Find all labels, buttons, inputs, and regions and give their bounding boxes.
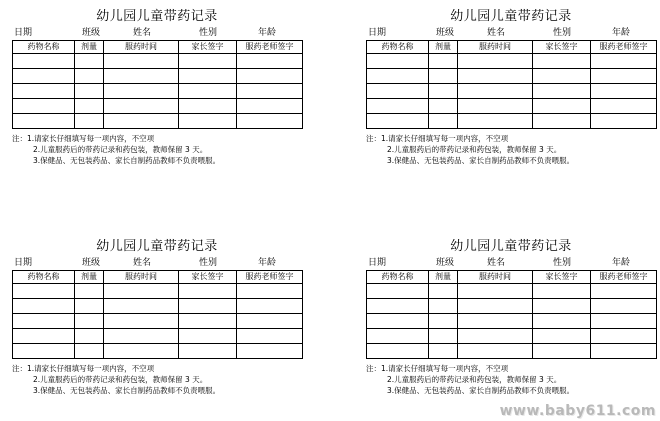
column-header-dosage: 剂量 bbox=[429, 271, 458, 284]
table-cell[interactable] bbox=[458, 84, 533, 99]
note-item-3: 3.保健品、无包装药品、家长自制药品教师不负责喂服。 bbox=[387, 386, 575, 395]
table-row bbox=[367, 84, 657, 99]
column-header-medicine-name: 药物名称 bbox=[367, 271, 429, 284]
table-cell[interactable] bbox=[533, 114, 591, 129]
table-cell[interactable] bbox=[75, 329, 104, 344]
table-cell[interactable] bbox=[104, 84, 179, 99]
table-cell[interactable] bbox=[458, 299, 533, 314]
table-row bbox=[13, 329, 303, 344]
table-cell[interactable] bbox=[104, 54, 179, 69]
note-item-2: 2.儿童服药后的带药记录和药包装，教师保留 3 天。 bbox=[33, 375, 208, 384]
table-row bbox=[13, 314, 303, 329]
medicine-table bbox=[366, 270, 657, 359]
table-cell[interactable] bbox=[13, 114, 75, 129]
notes bbox=[12, 133, 302, 166]
table-cell[interactable] bbox=[179, 114, 237, 129]
table-cell[interactable] bbox=[429, 84, 458, 99]
table-cell[interactable] bbox=[429, 114, 458, 129]
table-cell[interactable] bbox=[237, 99, 303, 114]
info-row bbox=[12, 256, 302, 270]
table-cell[interactable] bbox=[367, 54, 429, 69]
table-cell[interactable] bbox=[13, 69, 75, 84]
table-cell[interactable] bbox=[104, 114, 179, 129]
table-cell[interactable] bbox=[75, 114, 104, 129]
column-header-dosage: 剂量 bbox=[75, 271, 104, 284]
table-cell[interactable] bbox=[591, 114, 657, 129]
table-cell[interactable] bbox=[533, 299, 591, 314]
column-header-medicine-name: 药物名称 bbox=[13, 271, 75, 284]
table-cell[interactable] bbox=[458, 329, 533, 344]
table-cell[interactable] bbox=[13, 99, 75, 114]
table-cell[interactable] bbox=[591, 344, 657, 359]
medicine-table bbox=[12, 270, 303, 359]
age-label: 年龄 bbox=[612, 28, 631, 38]
note-item-3: 3.保健品、无包装药品、家长自制药品教师不负责喂服。 bbox=[33, 156, 221, 165]
column-header-parent-signature: 家长签字 bbox=[533, 271, 591, 284]
table-cell[interactable] bbox=[429, 314, 458, 329]
table-row bbox=[13, 69, 303, 84]
column-header-teacher-signature: 服药老师签字 bbox=[237, 41, 303, 54]
table-cell[interactable] bbox=[533, 314, 591, 329]
table-cell[interactable] bbox=[179, 54, 237, 69]
table-cell[interactable] bbox=[591, 284, 657, 299]
table-cell[interactable] bbox=[591, 54, 657, 69]
table-row bbox=[367, 314, 657, 329]
table-cell[interactable] bbox=[367, 299, 429, 314]
table-cell[interactable] bbox=[179, 314, 237, 329]
table-cell[interactable] bbox=[533, 84, 591, 99]
column-header-time: 服药时间 bbox=[458, 271, 533, 284]
table-cell[interactable] bbox=[75, 54, 104, 69]
column-header-parent-signature: 家长签字 bbox=[179, 41, 237, 54]
table-cell[interactable] bbox=[237, 314, 303, 329]
table-cell[interactable] bbox=[458, 54, 533, 69]
table-row bbox=[367, 284, 657, 299]
column-header-medicine-name: 药物名称 bbox=[367, 41, 429, 54]
table-cell[interactable] bbox=[458, 99, 533, 114]
info-row bbox=[366, 256, 656, 270]
gender-label: 性别 bbox=[553, 28, 572, 38]
notes-prefix: 注： bbox=[12, 134, 27, 143]
column-header-time: 服药时间 bbox=[104, 41, 179, 54]
table-cell[interactable] bbox=[75, 284, 104, 299]
table-cell[interactable] bbox=[104, 284, 179, 299]
note-item-3: 3.保健品、无包装药品、家长自制药品教师不负责喂服。 bbox=[33, 386, 221, 395]
medicine-table bbox=[12, 40, 303, 129]
age-label: 年龄 bbox=[258, 28, 277, 38]
table-row bbox=[367, 329, 657, 344]
column-header-parent-signature: 家长签字 bbox=[179, 271, 237, 284]
column-header-dosage: 剂量 bbox=[429, 41, 458, 54]
table-cell[interactable] bbox=[179, 329, 237, 344]
table-header-row bbox=[367, 271, 657, 284]
table-cell[interactable] bbox=[13, 344, 75, 359]
table-cell[interactable] bbox=[429, 284, 458, 299]
table-cell[interactable] bbox=[458, 284, 533, 299]
table-cell[interactable] bbox=[237, 54, 303, 69]
class-label: 班级 bbox=[82, 28, 101, 38]
table-cell[interactable] bbox=[13, 84, 75, 99]
table-cell[interactable] bbox=[104, 69, 179, 84]
form-title: 幼儿园儿童带药记录 bbox=[96, 239, 218, 254]
column-header-time: 服药时间 bbox=[104, 271, 179, 284]
table-cell[interactable] bbox=[429, 69, 458, 84]
table-row bbox=[13, 299, 303, 314]
note-item-3: 3.保健品、无包装药品、家长自制药品教师不负责喂服。 bbox=[387, 156, 575, 165]
notes-prefix: 注： bbox=[12, 364, 27, 373]
table-cell[interactable] bbox=[104, 314, 179, 329]
table-row bbox=[13, 344, 303, 359]
gender-label: 性别 bbox=[199, 258, 218, 268]
table-cell[interactable] bbox=[237, 299, 303, 314]
class-label: 班级 bbox=[436, 28, 455, 38]
table-cell[interactable] bbox=[75, 84, 104, 99]
medicine-record-form-2 bbox=[366, 8, 656, 166]
table-cell[interactable] bbox=[13, 284, 75, 299]
gender-label: 性别 bbox=[199, 28, 218, 38]
note-item-1: 1.请家长仔细填写每一项内容，不空项 bbox=[27, 364, 155, 373]
column-header-time: 服药时间 bbox=[458, 41, 533, 54]
table-cell[interactable] bbox=[237, 84, 303, 99]
table-cell[interactable] bbox=[367, 99, 429, 114]
table-cell[interactable] bbox=[179, 84, 237, 99]
form-title: 幼儿园儿童带药记录 bbox=[450, 239, 572, 254]
table-cell[interactable] bbox=[458, 69, 533, 84]
medicine-table bbox=[366, 40, 657, 129]
table-row bbox=[13, 54, 303, 69]
table-cell[interactable] bbox=[104, 329, 179, 344]
column-header-medicine-name: 药物名称 bbox=[13, 41, 75, 54]
column-header-dosage: 剂量 bbox=[75, 41, 104, 54]
table-cell[interactable] bbox=[237, 114, 303, 129]
note-item-2: 2.儿童服药后的带药记录和药包装，教师保留 3 天。 bbox=[387, 145, 562, 154]
column-header-teacher-signature: 服药老师签字 bbox=[237, 271, 303, 284]
table-cell[interactable] bbox=[104, 99, 179, 114]
table-cell[interactable] bbox=[237, 329, 303, 344]
info-row bbox=[366, 26, 656, 40]
table-cell[interactable] bbox=[237, 69, 303, 84]
table-cell[interactable] bbox=[591, 84, 657, 99]
notes-prefix: 注： bbox=[366, 364, 381, 373]
name-label: 姓名 bbox=[133, 258, 152, 268]
form-title: 幼儿园儿童带药记录 bbox=[96, 9, 218, 24]
table-cell[interactable] bbox=[429, 299, 458, 314]
note-item-1: 1.请家长仔细填写每一项内容，不空项 bbox=[27, 134, 155, 143]
table-cell[interactable] bbox=[591, 299, 657, 314]
table-cell[interactable] bbox=[75, 299, 104, 314]
table-cell[interactable] bbox=[367, 344, 429, 359]
table-cell[interactable] bbox=[13, 314, 75, 329]
table-cell[interactable] bbox=[367, 69, 429, 84]
table-cell[interactable] bbox=[179, 99, 237, 114]
medicine-record-form-4 bbox=[366, 238, 656, 396]
gender-label: 性别 bbox=[553, 258, 572, 268]
note-item-2: 2.儿童服药后的带药记录和药包装，教师保留 3 天。 bbox=[387, 375, 562, 384]
table-cell[interactable] bbox=[13, 299, 75, 314]
table-cell[interactable] bbox=[533, 344, 591, 359]
table-row bbox=[367, 299, 657, 314]
table-cell[interactable] bbox=[367, 284, 429, 299]
table-cell[interactable] bbox=[458, 314, 533, 329]
note-item-2: 2.儿童服药后的带药记录和药包装，教师保留 3 天。 bbox=[33, 145, 208, 154]
table-cell[interactable] bbox=[104, 299, 179, 314]
name-label: 姓名 bbox=[133, 28, 152, 38]
age-label: 年龄 bbox=[258, 258, 277, 268]
table-cell[interactable] bbox=[591, 329, 657, 344]
table-cell[interactable] bbox=[367, 329, 429, 344]
note-item-1: 1.请家长仔细填写每一项内容，不空项 bbox=[381, 364, 509, 373]
table-row bbox=[367, 54, 657, 69]
table-header-row bbox=[13, 271, 303, 284]
class-label: 班级 bbox=[82, 258, 101, 268]
table-cell[interactable] bbox=[429, 54, 458, 69]
name-label: 姓名 bbox=[487, 28, 506, 38]
notes-prefix: 注： bbox=[366, 134, 381, 143]
table-cell[interactable] bbox=[533, 54, 591, 69]
table-row bbox=[13, 99, 303, 114]
table-cell[interactable] bbox=[75, 99, 104, 114]
table-header-row bbox=[13, 41, 303, 54]
medicine-record-form-1 bbox=[12, 8, 302, 166]
table-cell[interactable] bbox=[429, 99, 458, 114]
table-cell[interactable] bbox=[367, 84, 429, 99]
table-header-row bbox=[367, 41, 657, 54]
table-cell[interactable] bbox=[591, 314, 657, 329]
table-cell[interactable] bbox=[591, 69, 657, 84]
class-label: 班级 bbox=[436, 258, 455, 268]
date-label: 日期 bbox=[368, 258, 387, 268]
table-cell[interactable] bbox=[75, 69, 104, 84]
table-cell[interactable] bbox=[104, 344, 179, 359]
table-cell[interactable] bbox=[237, 284, 303, 299]
table-cell[interactable] bbox=[13, 329, 75, 344]
column-header-parent-signature: 家长签字 bbox=[533, 41, 591, 54]
table-row bbox=[13, 284, 303, 299]
table-row bbox=[367, 344, 657, 359]
table-row bbox=[13, 84, 303, 99]
table-cell[interactable] bbox=[591, 99, 657, 114]
table-cell[interactable] bbox=[179, 69, 237, 84]
table-cell[interactable] bbox=[367, 114, 429, 129]
table-cell[interactable] bbox=[179, 284, 237, 299]
notes bbox=[12, 363, 302, 396]
table-cell[interactable] bbox=[367, 314, 429, 329]
table-cell[interactable] bbox=[429, 329, 458, 344]
table-cell[interactable] bbox=[13, 54, 75, 69]
table-row bbox=[13, 114, 303, 129]
info-row bbox=[12, 26, 302, 40]
notes bbox=[366, 363, 656, 396]
table-cell[interactable] bbox=[533, 69, 591, 84]
name-label: 姓名 bbox=[487, 258, 506, 268]
table-cell[interactable] bbox=[533, 329, 591, 344]
table-cell[interactable] bbox=[458, 344, 533, 359]
table-cell[interactable] bbox=[179, 344, 237, 359]
table-row bbox=[367, 99, 657, 114]
column-header-teacher-signature: 服药老师签字 bbox=[591, 271, 657, 284]
date-label: 日期 bbox=[14, 28, 33, 38]
date-label: 日期 bbox=[368, 28, 387, 38]
table-cell[interactable] bbox=[179, 299, 237, 314]
table-cell[interactable] bbox=[75, 344, 104, 359]
table-row bbox=[367, 114, 657, 129]
table-cell[interactable] bbox=[533, 99, 591, 114]
watermark: www.baby611.com bbox=[499, 403, 656, 419]
table-cell[interactable] bbox=[533, 284, 591, 299]
table-cell[interactable] bbox=[75, 314, 104, 329]
form-title: 幼儿园儿童带药记录 bbox=[450, 9, 572, 24]
table-cell[interactable] bbox=[458, 114, 533, 129]
medicine-record-form-3 bbox=[12, 238, 302, 396]
note-item-1: 1.请家长仔细填写每一项内容，不空项 bbox=[381, 134, 509, 143]
table-cell[interactable] bbox=[429, 344, 458, 359]
table-cell[interactable] bbox=[237, 344, 303, 359]
notes bbox=[366, 133, 656, 166]
age-label: 年龄 bbox=[612, 258, 631, 268]
table-row bbox=[367, 69, 657, 84]
column-header-teacher-signature: 服药老师签字 bbox=[591, 41, 657, 54]
date-label: 日期 bbox=[14, 258, 33, 268]
